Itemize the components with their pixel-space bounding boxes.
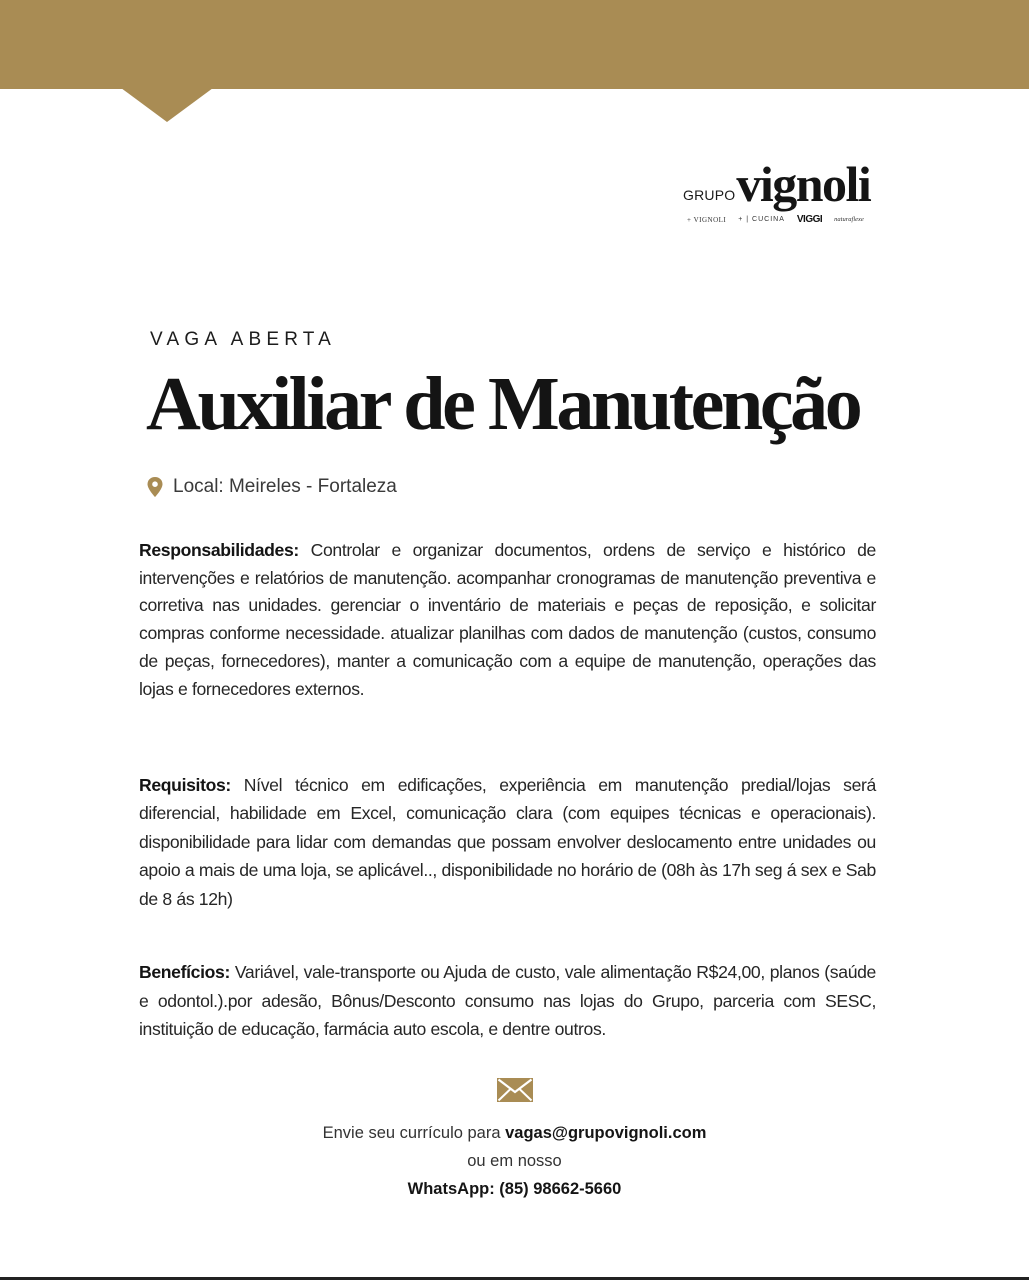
job-title: Auxiliar de Manutenção xyxy=(146,362,860,446)
logo-name: vignoli xyxy=(736,156,871,212)
envelope-icon xyxy=(497,1078,533,1102)
logo-prefix: GRUPO xyxy=(683,187,736,203)
contact-or-line: ou em nosso xyxy=(467,1152,562,1170)
job-kicker: VAGA ABERTA xyxy=(150,329,337,350)
subbrand-cucina: + | CUCINA xyxy=(738,216,785,223)
beneficios-label: Benefícios: xyxy=(139,962,230,982)
map-pin-icon xyxy=(147,477,163,497)
logo-wordmark xyxy=(683,156,883,212)
requisitos-label: Requisitos: xyxy=(139,775,231,795)
contact-whatsapp[interactable]: WhatsApp: (85) 98662-5660 xyxy=(407,1180,622,1198)
section-beneficios xyxy=(139,958,876,1044)
job-location xyxy=(147,476,397,498)
beneficios-text: Variável, vale-transporte ou Ajuda de custo, vale alimentação R$24,00, planos (saúde e odontol.).por adesão, Bônus/Desconto consumo nas lojas do Grupo, parceria com SESC, instituição de educação, farmácia auto escola, e dentre outros. xyxy=(139,962,876,1040)
subbrand-viggi: VIGGI xyxy=(796,214,823,225)
brand-logo xyxy=(683,156,883,225)
responsabilidades-text: Controlar e organizar documentos, ordens de serviço e histórico de intervenções e relatórios de manutenção. acompanhar cronogramas de manutenção preventiva e corretiva nas unidades. gerenciar o inventário de materiais e peças de reposição, e solicitar compras conforme necessidade. atualizar planilhas com dados de manutenção (custos, consumo de peças, fornecedores), manter a comunicação com a equipe de manutenção, operações das lojas e fornecedores externos. xyxy=(139,540,876,699)
banner-notch xyxy=(121,88,213,122)
requisitos-text: Nível técnico em edificações, experiência em manutenção predial/lojas será diferencial, habilidade em Excel, comunicação clara (com equipes técnicas e operacionais). disponibilidade para lidar com demandas que possam envolver deslocamento entre unidades ou apoio a mais de uma loja, se aplicável.., disponibilidade no horário de (08h às 17h seg á sex e Sab de 8 ás 12h) xyxy=(139,775,876,909)
contact-email-link[interactable]: vagas@grupovignoli.com xyxy=(505,1124,707,1142)
top-banner xyxy=(0,0,1029,89)
section-responsabilidades xyxy=(139,537,876,703)
responsabilidades-label: Responsabilidades: xyxy=(139,540,299,560)
subbrand-naturaflexe: naturaflexe xyxy=(834,216,864,223)
contact-email-line xyxy=(0,1124,1029,1143)
location-text: Local: Meireles - Fortaleza xyxy=(173,476,397,497)
contact-prefix: Envie seu currículo para xyxy=(322,1124,506,1142)
logo-subbrands xyxy=(687,214,883,225)
subbrand-vignoli: + VIGNOLI xyxy=(687,215,727,224)
section-requisitos xyxy=(139,771,876,913)
